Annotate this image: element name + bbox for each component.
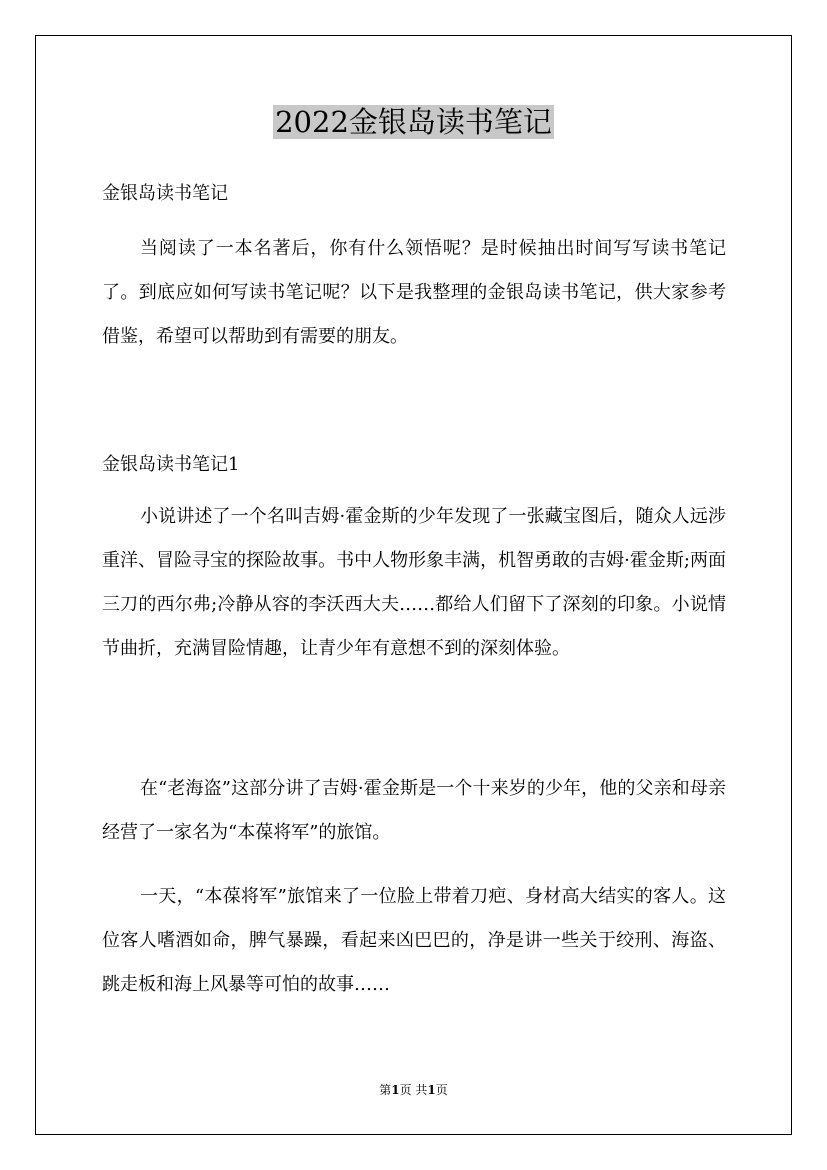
footer-page-total: 1 [427,1083,436,1097]
body-paragraph-3: 一天，“本葆将军”旅馆来了一位脸上带着刀疤、身材高大结实的客人。这位客人嗜酒如命，脾气暴躁，看起来凶巴巴的，净是讲一些关于绞刑、海盗、跳走板和海上风暴等可怕的故事…… [102,886,726,995]
footer-page-suffix: 页 [435,1083,448,1097]
body-paragraph-2: 在“老海盗”这部分讲了吉姆·霍金斯是一个十来岁的少年，他的父亲和母亲经营了一家名为“本葆将军”的旅馆。 [102,778,726,843]
document-title [0,102,827,142]
page-footer [0,1082,827,1098]
body-paragraph-1: 小说讲述了一个名叫吉姆·霍金斯的少年发现了一张藏宝图后，随众人远涉重洋、冒险寻宝的探险故事。书中人物形象丰满，机智勇敢的吉姆·霍金斯;两面三刀的西尔弗;冷静从容的李沃西大夫……都给人们留下了深刻的印象。小说情节曲折，充满冒险情趣，让青少年有意想不到的深刻体验。 [102,506,726,659]
intro-paragraph: 当阅读了一本名著后，你有什么领悟呢？是时候抽出时间写写读书笔记了。到底应如何写读书笔记呢？以下是我整理的金银岛读书笔记，供大家参考借鉴，希望可以帮助到有需要的朋友。 [102,238,726,347]
footer-page-current: 1 [391,1083,400,1097]
footer-page-prefix: 第 [379,1083,392,1097]
intro-heading: 金银岛读书笔记 [102,183,228,204]
footer-page-mid: 页 共 [399,1083,428,1097]
section-heading: 金银岛读书笔记1 [102,454,240,475]
document-title-text: 2022金银岛读书笔记 [275,105,552,139]
